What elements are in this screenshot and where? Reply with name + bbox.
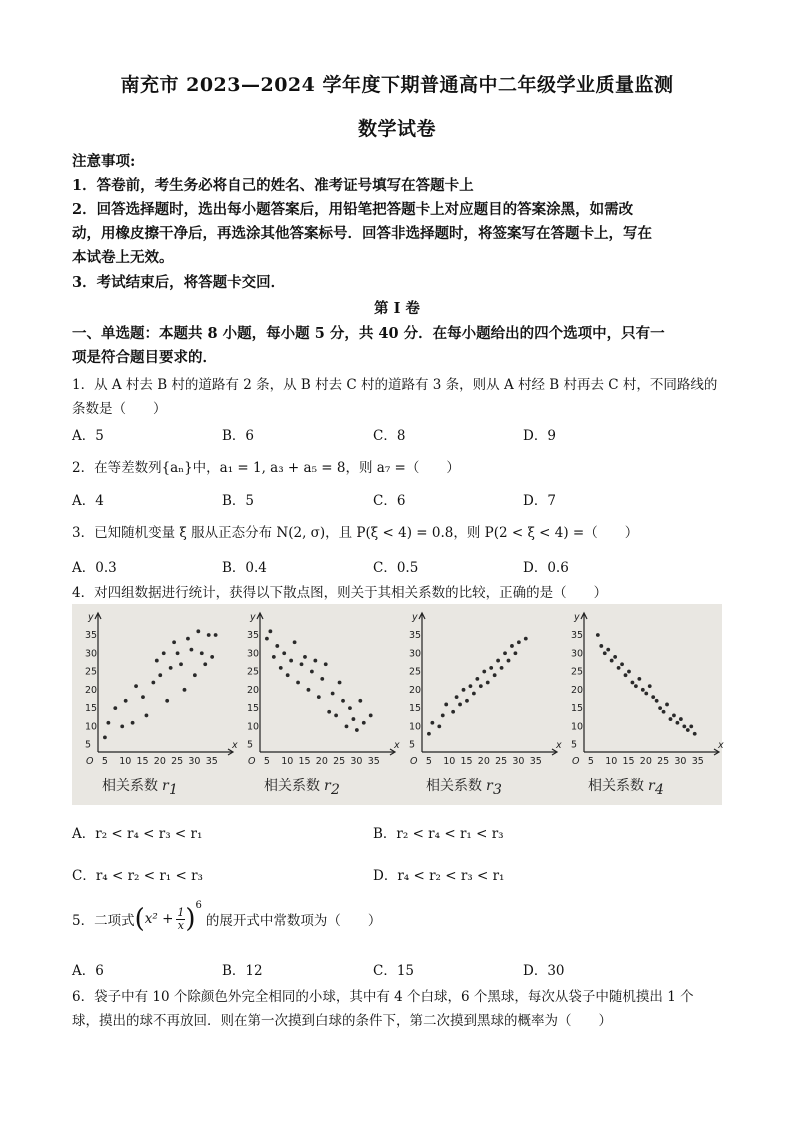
plot-r2-data-point — [320, 677, 324, 681]
plot-r2-data-point — [275, 644, 279, 648]
q2-option-c: C．6 — [373, 493, 406, 509]
plot-r4-data-point — [658, 706, 662, 710]
q5-fraction — [176, 907, 185, 932]
plot-r2-data-point — [313, 659, 317, 663]
plot-r1-x-tick-label: 15 — [136, 756, 149, 767]
plot-r4-data-point — [624, 673, 628, 677]
q5-left-paren: ( — [134, 904, 145, 934]
plot-r1-data-point — [131, 721, 135, 725]
notice-item-2-line-3: 本试卷上无效。 — [72, 249, 174, 266]
plot-r3-data-point — [479, 684, 483, 688]
plot-r4-data-point — [669, 717, 673, 721]
plot-r3-data-point — [472, 692, 476, 696]
plot-r2-x-label: x — [394, 740, 400, 751]
plot-r1-y-label: y — [88, 612, 94, 623]
exam-subtitle: 数学试卷 — [357, 118, 436, 140]
notice-heading: 注意事项: — [72, 153, 136, 170]
plot-r4-x-tick-label: 15 — [622, 756, 635, 767]
plot-r2-x-tick-label: 25 — [333, 756, 346, 767]
plot-r3-data-point — [489, 666, 493, 670]
plot-r4-data-point — [679, 717, 683, 721]
plot-r4-data-point — [693, 732, 697, 736]
plot-r2-y-label: y — [250, 612, 256, 623]
plot-r1-data-point — [200, 651, 204, 655]
q4-option-c: C．r₄ < r₂ < r₁ < r₃ — [72, 868, 203, 884]
scatter-plot-figure — [72, 604, 722, 805]
plot-r3-data-point — [486, 681, 490, 685]
plot-r2-data-point — [362, 721, 366, 725]
q5-exponent: 6 — [195, 899, 202, 911]
q6-line-2: 球，摸出的球不再放回．则在第一次摸到白球的条件下，第二次摸到黑球的概率为（ ） — [72, 1013, 612, 1029]
plot-r4-data-point — [644, 692, 648, 696]
plot-r3-y-tick-label: 15 — [409, 703, 422, 715]
plot-r2-data-point — [352, 717, 356, 721]
plot-r1-data-point — [186, 637, 190, 641]
scatter-plot-r3 — [398, 604, 560, 805]
q1-option-d: D．9 — [523, 428, 556, 444]
plot-r1-x-label: x — [232, 740, 238, 751]
plot-r1-data-point — [179, 662, 183, 666]
plot-r1-x-tick-label: 30 — [188, 756, 201, 767]
plot-r2-data-point — [282, 651, 286, 655]
plot-r1-data-point — [210, 655, 214, 659]
plot-r3-data-point — [462, 688, 466, 692]
plot-r1-x-tick-label: 10 — [119, 756, 132, 767]
section-heading-line-1: 一、单选题：本题共 8 小题，每小题 5 分，共 40 分．在每小题给出的四个选项中，只有一 — [72, 325, 665, 342]
q5-right-paren: ) — [185, 904, 196, 934]
plot-r3-data-point — [500, 666, 504, 670]
q2-stem: 2．在等差数列{aₙ}中，a₁ = 1, a₃ + a₅ = 8，则 a₇ =（ ） — [72, 460, 460, 476]
plot-r1-data-point — [162, 651, 166, 655]
plot-r3-y-tick-label: 25 — [409, 666, 422, 678]
plot-r2-y-tick-label: 25 — [247, 666, 260, 678]
q4-stem: 4．对四组数据进行统计，获得以下散点图，则关于其相关系数的比较，正确的是（ ） — [72, 585, 608, 601]
scatter-plot-r1 — [74, 604, 236, 805]
q5-option-c: C．15 — [373, 963, 415, 979]
plot-r4-data-point — [610, 659, 614, 663]
plot-r2-data-point — [279, 666, 283, 670]
plot-r4-y-tick-label: 25 — [571, 666, 584, 678]
q4-option-d: D．r₄ < r₂ < r₃ < r₁ — [373, 868, 505, 884]
plot-r2-data-point — [303, 655, 307, 659]
plot-r4-x-tick-label: 20 — [639, 756, 652, 767]
plot-r2-data-point — [324, 662, 328, 666]
plot-r3-data-point — [451, 710, 455, 714]
plot-r2-data-point — [289, 659, 293, 663]
plot-r2-data-point — [286, 673, 290, 677]
plot-r2-y-tick-label: 15 — [247, 703, 260, 715]
plot-r3-data-point — [430, 721, 434, 725]
plot-r4-y-tick-label: 30 — [571, 648, 584, 660]
q5-stem — [72, 899, 382, 934]
plot-r2-data-point — [345, 725, 349, 729]
plot-r4-y-tick-label: 35 — [571, 629, 584, 641]
plot-r2-y-tick-label: 20 — [247, 684, 260, 696]
plot-r2-caption: 相关系数 — [264, 778, 320, 794]
plot-r2-data-point — [317, 695, 321, 699]
plot-r4-data-point — [655, 699, 659, 703]
plot-r3-data-point — [510, 644, 514, 648]
plot-r1-data-point — [169, 666, 173, 670]
q3-stem: 3．已知随机变量 ξ 服从正态分布 N(2, σ)，且 P(ξ < 4) = 0.8，则 P(2 < ξ < 4) =（ ） — [72, 525, 639, 541]
q2-option-a: A．4 — [72, 493, 104, 509]
plot-r4-data-point — [613, 655, 617, 659]
plot-r1-data-point — [113, 706, 117, 710]
q3-option-c: C．0.5 — [373, 560, 419, 576]
scatter-plot-r2 — [236, 604, 398, 805]
q6-line-1: 6．袋子中有 10 个除颜色外完全相同的小球，其中有 4 个白球，6 个黑球，每次从袋子中随机摸出 1 个 — [72, 989, 694, 1005]
plot-r2-caption-variable: r — [324, 778, 331, 794]
plot-r3-data-point — [427, 732, 431, 736]
plot-r1-x-tick-label: 5 — [101, 756, 108, 767]
plot-r3-data-point — [475, 677, 479, 681]
plot-r4-origin-label: O — [572, 756, 580, 767]
q2-option-b: B．5 — [222, 493, 255, 509]
plot-r4-caption-subscript: 4 — [655, 782, 664, 798]
plot-r1-data-point — [190, 648, 194, 652]
plot-r2-x-tick-label: 20 — [315, 756, 328, 767]
plot-r2-data-point — [268, 629, 272, 633]
q4-option-b: B．r₂ < r₄ < r₁ < r₃ — [373, 826, 504, 842]
plot-r1-data-point — [158, 673, 162, 677]
notice-item-2-line-2: 动，用橡皮擦干净后，再选涂其他答案标号．回答非选择题时，将签案写在答题卡上，写在 — [72, 225, 652, 242]
plot-r2-data-point — [307, 688, 311, 692]
plot-r1-data-point — [196, 629, 200, 633]
plot-r4-y-tick-label: 10 — [571, 721, 584, 733]
q5-option-a: A．6 — [72, 963, 104, 979]
plot-r3-data-point — [507, 659, 511, 663]
plot-r3-x-tick-label: 5 — [425, 756, 432, 767]
scatter-plot-r4 — [560, 604, 722, 805]
q2-option-d: D．7 — [523, 493, 556, 509]
plot-r3-data-point — [458, 703, 462, 707]
plot-r2-data-point — [369, 714, 373, 718]
q5-fraction-denominator: x — [177, 918, 184, 932]
plot-r1-data-point — [103, 735, 107, 739]
plot-r3-data-point — [482, 670, 486, 674]
plot-r3-data-point — [496, 659, 500, 663]
plot-r2-data-point — [338, 681, 342, 685]
plot-r3-data-point — [465, 699, 469, 703]
plot-r2-data-point — [310, 670, 314, 674]
plot-r3-data-point — [441, 714, 445, 718]
q5-prefix: 5．二项式 — [72, 913, 135, 929]
volume-label: 第 I 卷 — [374, 300, 420, 317]
plot-r1-data-point — [183, 688, 187, 692]
plot-r3-y-tick-label: 30 — [409, 648, 422, 660]
plot-r4-data-point — [620, 662, 624, 666]
plot-r3-x-label: x — [556, 740, 562, 751]
q1-line-2: 条数是（ ） — [72, 401, 167, 417]
plot-r4-y-tick-label: 15 — [571, 703, 584, 715]
plot-r1-data-point — [176, 651, 180, 655]
plot-r3-caption-variable: r — [486, 778, 493, 794]
plot-r4-data-point — [606, 648, 610, 652]
plot-r1-y-tick-label: 20 — [85, 684, 98, 696]
plot-r3-data-point — [469, 684, 473, 688]
plot-r4-data-point — [648, 684, 652, 688]
plot-r1-data-point — [151, 681, 155, 685]
plot-r1-y-tick-label: 35 — [85, 629, 98, 641]
plot-r4-data-point — [676, 721, 680, 725]
plot-r1-data-point — [120, 725, 124, 729]
plot-r3-x-tick-label: 30 — [512, 756, 525, 767]
plot-r3-data-point — [444, 703, 448, 707]
q1-option-a: A．5 — [72, 428, 104, 444]
plot-r4-data-point — [672, 714, 676, 718]
plot-r2-x-tick-label: 5 — [263, 756, 270, 767]
plot-r4-data-point — [689, 725, 693, 729]
plot-r2-y-tick-label: 5 — [247, 739, 254, 751]
plot-r4-data-point — [641, 688, 645, 692]
plot-r4-caption-variable: r — [648, 778, 655, 794]
plot-r1-x-tick-label: 25 — [171, 756, 184, 767]
plot-r1-caption-subscript: 1 — [169, 782, 178, 798]
plot-r2-data-point — [331, 692, 335, 696]
plot-r3-caption: 相关系数 — [426, 778, 482, 794]
plot-r2-data-point — [358, 699, 362, 703]
plot-r3-y-tick-label: 20 — [409, 684, 422, 696]
plot-r4-caption: 相关系数 — [588, 778, 644, 794]
plot-r2-x-tick-label: 35 — [367, 756, 380, 767]
plot-r1-y-tick-label: 10 — [85, 721, 98, 733]
plot-r4-x-tick-label: 25 — [657, 756, 670, 767]
plot-r2-y-tick-label: 35 — [247, 629, 260, 641]
q5-option-b: B．12 — [222, 963, 263, 979]
plot-r1-data-point — [155, 659, 159, 663]
plot-r2-caption-subscript: 2 — [331, 782, 340, 798]
plot-r4-x-tick-label: 10 — [605, 756, 618, 767]
plot-r2-data-point — [265, 637, 269, 641]
plot-r4-data-point — [634, 684, 638, 688]
q3-option-a: A．0.3 — [72, 560, 117, 576]
section-heading-line-2: 项是符合题目要求的． — [72, 349, 217, 366]
q5-fraction-numerator: 1 — [177, 905, 185, 919]
q3-option-d: D．0.6 — [523, 560, 569, 576]
plot-r2-data-point — [272, 655, 276, 659]
plot-r4-data-point — [631, 681, 635, 685]
plot-r4-x-label: x — [718, 740, 724, 751]
plot-r3-data-point — [455, 695, 459, 699]
plot-r2-data-point — [300, 662, 304, 666]
plot-r3-origin-label: O — [410, 756, 418, 767]
plot-r4-data-point — [665, 703, 669, 707]
plot-r2-x-tick-label: 10 — [281, 756, 294, 767]
q1-option-b: B．6 — [222, 428, 255, 444]
q5-base: x² + — [144, 911, 174, 927]
plot-r1-data-point — [106, 721, 110, 725]
plot-r1-data-point — [165, 699, 169, 703]
plot-r1-data-point — [141, 695, 145, 699]
plot-r2-x-tick-label: 30 — [350, 756, 363, 767]
plot-r2-data-point — [341, 699, 345, 703]
plot-r4-data-point — [617, 666, 621, 670]
plot-r2-data-point — [334, 714, 338, 718]
plot-r3-data-point — [493, 673, 497, 677]
plot-r4-y-tick-label: 20 — [571, 684, 584, 696]
notice-item-1: 1．答卷前，考生务必将自己的姓名、准考证号填写在答题卡上 — [72, 177, 474, 194]
plot-r4-data-point — [686, 728, 690, 732]
plot-r3-caption-subscript: 3 — [493, 782, 502, 798]
plot-r3-data-point — [524, 637, 528, 641]
plot-r3-data-point — [437, 725, 441, 729]
plot-r1-caption: 相关系数 — [102, 778, 158, 794]
plot-r1-data-point — [193, 673, 197, 677]
plot-r1-origin-label: O — [86, 756, 94, 767]
q1-option-c: C．8 — [373, 428, 406, 444]
plot-r3-x-tick-label: 20 — [477, 756, 490, 767]
q3-option-b: B．0.4 — [222, 560, 267, 576]
q5-option-d: D．30 — [523, 963, 565, 979]
plot-r1-data-point — [145, 714, 149, 718]
plot-r3-y-tick-label: 10 — [409, 721, 422, 733]
plot-r4-data-point — [603, 651, 607, 655]
plot-r4-x-tick-label: 30 — [674, 756, 687, 767]
plot-r2-y-tick-label: 30 — [247, 648, 260, 660]
plot-r1-y-tick-label: 15 — [85, 703, 98, 715]
plot-r1-y-tick-label: 25 — [85, 666, 98, 678]
plot-r1-data-point — [134, 684, 138, 688]
plot-r2-data-point — [327, 710, 331, 714]
q5-suffix: 的展开式中常数项为（ ） — [205, 913, 382, 929]
plot-r4-data-point — [651, 695, 655, 699]
plot-r1-data-point — [207, 633, 211, 637]
plot-r3-x-tick-label: 35 — [529, 756, 542, 767]
q4-option-a: A．r₂ < r₄ < r₃ < r₁ — [72, 826, 203, 842]
plot-r2-y-tick-label: 10 — [247, 721, 260, 733]
plot-r4-data-point — [662, 710, 666, 714]
exam-title: 南充市 2023—2024 学年度下期普通高中二年级学业质量监测 — [120, 74, 674, 96]
plot-r4-x-tick-label: 35 — [691, 756, 704, 767]
plot-r1-x-tick-label: 20 — [153, 756, 166, 767]
plot-r4-data-point — [627, 670, 631, 674]
plot-r4-x-tick-label: 5 — [587, 756, 594, 767]
plot-r2-origin-label: O — [248, 756, 256, 767]
plot-r2-data-point — [293, 640, 297, 644]
plot-r3-y-tick-label: 35 — [409, 629, 422, 641]
plot-r3-y-tick-label: 5 — [409, 739, 416, 751]
plot-r4-y-tick-label: 5 — [571, 739, 578, 751]
q1-line-1: 1．从 A 村去 B 村的道路有 2 条，从 B 村去 C 村的道路有 3 条，则从 A 村经 B 村再去 C 村，不同路线的 — [72, 377, 718, 393]
plot-r1-y-tick-label: 30 — [85, 648, 98, 660]
plot-r2-data-point — [355, 728, 359, 732]
plot-r1-caption-variable: r — [162, 778, 169, 794]
plot-r4-data-point — [682, 725, 686, 729]
plot-r1-data-point — [124, 699, 128, 703]
plot-r4-data-point — [596, 633, 600, 637]
notice-item-3: 3．考试结束后，将答题卡交回． — [72, 274, 286, 291]
plot-r1-x-tick-label: 35 — [205, 756, 218, 767]
plot-r2-x-tick-label: 15 — [298, 756, 311, 767]
plot-r3-y-label: y — [412, 612, 418, 623]
plot-r1-data-point — [214, 633, 218, 637]
plot-r1-y-tick-label: 5 — [85, 739, 92, 751]
plot-r1-data-point — [203, 662, 207, 666]
plot-r3-data-point — [503, 651, 507, 655]
plot-r3-x-tick-label: 10 — [443, 756, 456, 767]
plot-r2-data-point — [296, 681, 300, 685]
plot-r4-y-label: y — [574, 612, 580, 623]
plot-r4-data-point — [599, 644, 603, 648]
notice-item-2-line-1: 2．回答选择题时，选出每小题答案后，用铅笔把答题卡上对应题目的答案涂黑，如需改 — [72, 201, 634, 218]
plot-r1-data-point — [172, 640, 176, 644]
plot-r3-data-point — [517, 640, 521, 644]
plot-r2-data-point — [348, 706, 352, 710]
plot-r3-x-tick-label: 15 — [460, 756, 473, 767]
plot-r3-data-point — [514, 651, 518, 655]
plot-r4-data-point — [637, 677, 641, 681]
plot-r3-x-tick-label: 25 — [495, 756, 508, 767]
